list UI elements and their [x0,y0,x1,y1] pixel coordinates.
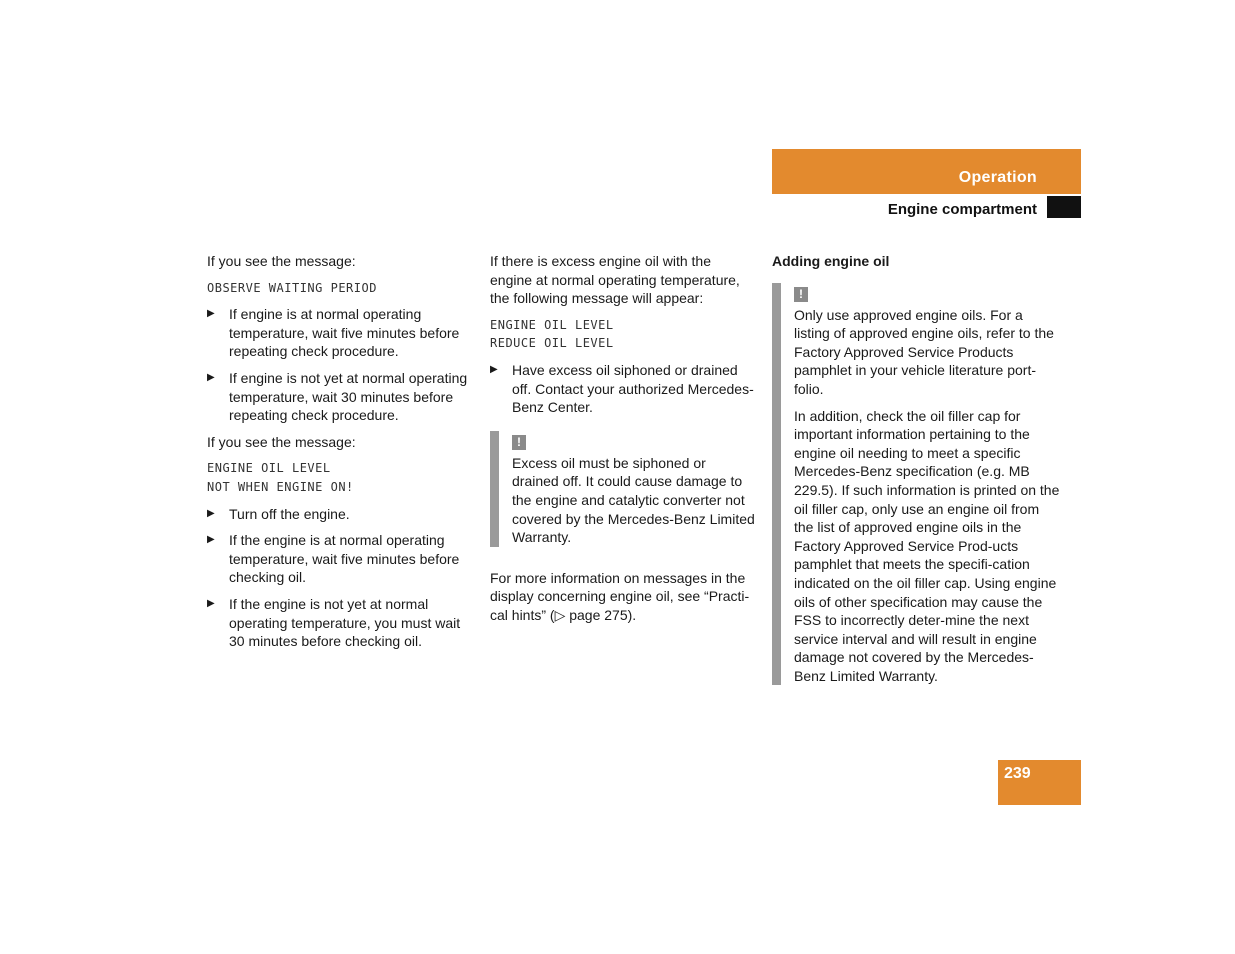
intro-text: If you see the message: [207,253,356,269]
section-heading: Adding engine oil [772,253,890,269]
page-number-tab [998,760,1081,805]
list-item [207,505,472,524]
exclamation-icon: ! [794,287,808,302]
display-message: OBSERVE WAITING PERIOD [207,280,377,295]
bullet-arrow-icon: ▶ [207,597,215,609]
section-title: Operation [958,169,1037,186]
bullet-arrow-icon: ▶ [207,534,215,546]
subsection-title: Engine compartment [887,201,1037,218]
display-message [490,316,755,353]
bullet-arrow-icon: ▶ [490,363,498,375]
display-message-line: ENGINE OIL LEVEL [207,461,331,476]
display-message-line: NOT WHEN ENGINE ON! [207,479,354,494]
list-item [207,305,472,361]
intro-text: If you see the message: [207,433,356,450]
bullet-arrow-icon: ▶ [207,371,215,383]
display-message-line: ENGINE OIL LEVEL [490,317,614,332]
list-item-text: If the engine is at normal operating temperature, wait five minutes before checking oil. [229,532,460,586]
column-right [772,252,1062,693]
more-info-text: For more information on messages in the display concerning engine oil, see “Practi-cal hints” (▷ page 275). [490,569,750,623]
note-text: Excess oil must be siphoned or drained off. It could cause damage to the engine and catalytic converter not covered by the Mercedes-Benz Limited Warranty. [512,454,755,546]
list-item [207,595,472,651]
warning-note [490,431,755,547]
list-item-text: If engine is not yet at normal operating temperature, wait 30 minutes before repeating check procedure. [229,369,468,424]
page-number: 239 [1004,765,1031,782]
list-item [207,531,472,587]
note-bar [772,283,781,686]
exclamation-icon: ! [512,435,526,450]
subsection-marker [1047,196,1081,218]
list-item [207,369,472,425]
note-text: In addition, check the oil filler cap for important information pertaining to the engine oil needing to meet a specific Mercedes-Benz specification (e.g. MB 229.5). If such information is printed on the oil filler cap, only use an engine oil from the list of approved engine oils in the Factory Approved Service Prod-ucts pamphlet that meets the specifi-cation indicated on the oil filler cap. Using engine oils of other specification may cause the FSS to incorrectly deter-mine the next service interval and will result in engine damage not covered by the Mercedes-Benz Limited Warranty. [794,407,1060,684]
list-item-text: Turn off the engine. [229,505,350,522]
bullet-arrow-icon: ▶ [207,507,215,519]
intro-text: If there is excess engine oil with the engine at normal operating temperature, the following message will appear: [490,253,740,307]
note-bar [490,431,499,547]
column-middle [490,252,755,633]
column-left [207,252,472,659]
list-item [490,361,755,417]
display-message [207,459,472,496]
list-item-text: Have excess oil siphoned or drained off. Contact your authorized Mercedes-Benz Center. [512,361,754,416]
bullet-arrow-icon: ▶ [207,308,215,320]
section-header-band [772,149,1081,194]
display-message-line: REDUCE OIL LEVEL [490,336,614,351]
list-item-text: If engine is at normal operating temperature, wait five minutes before repeating check procedure. [229,306,460,360]
note-text: Only use approved engine oils. For a listing of approved engine oils, refer to the Factory Approved Service Products pamphlet in your vehicle literature port-folio. [794,306,1054,397]
list-item-text: If the engine is not yet at normal operating temperature, you must wait 30 minutes before checking oil. [229,595,461,650]
warning-note [772,283,1062,686]
subsection-header [772,196,1081,218]
